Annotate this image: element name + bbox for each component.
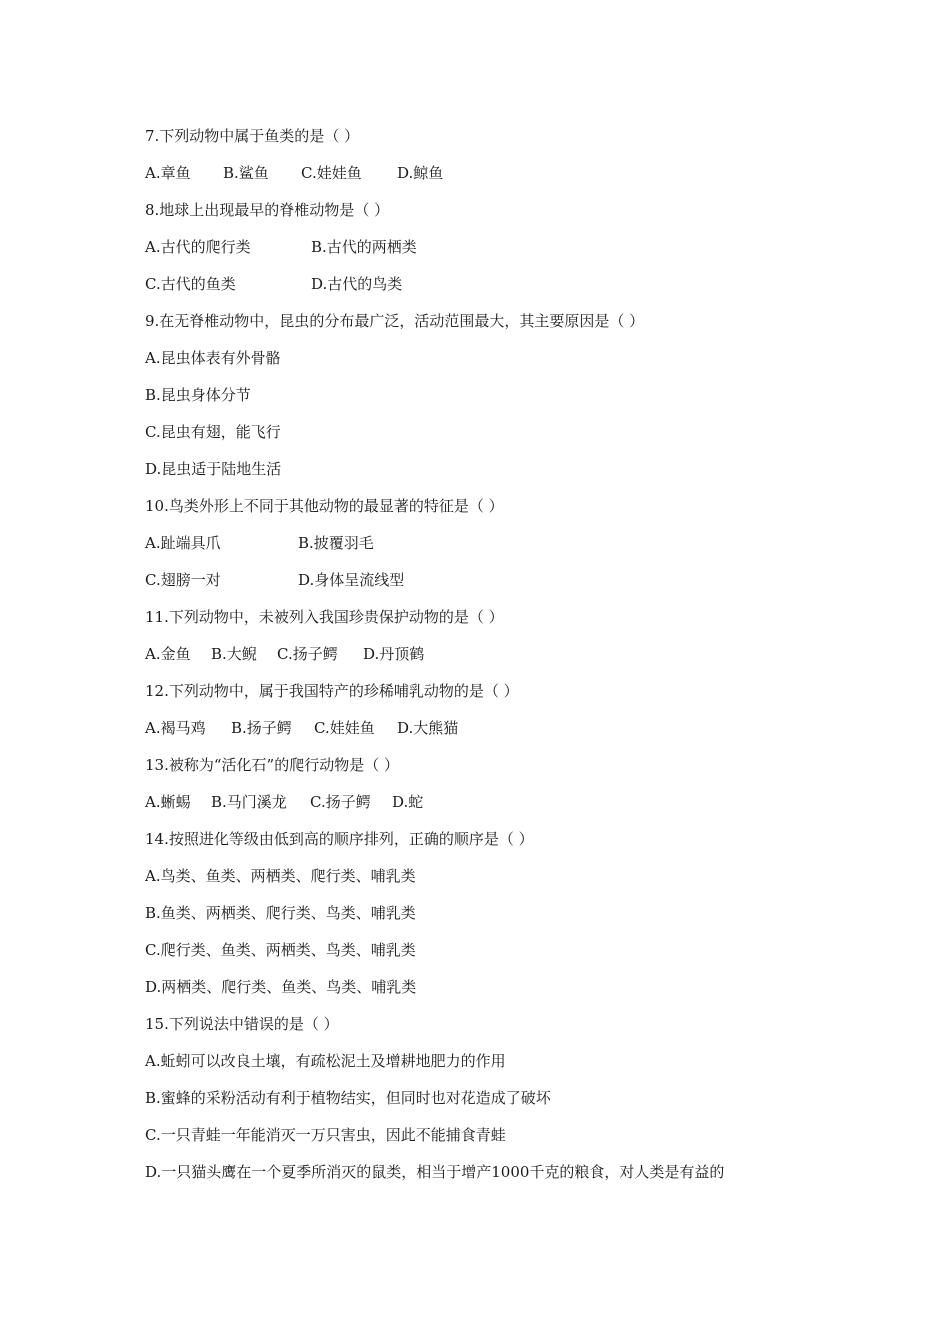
question-10-stem: 10.鸟类外形上不同于其他动物的最显著的特征是（ ）: [145, 497, 504, 515]
question-7-stem: 7.下列动物中属于鱼类的是（ ）: [145, 127, 360, 145]
question-15-option-b: B.蜜蜂的采粉活动有利于植物结实，但同时也对花造成了破坏: [145, 1089, 551, 1107]
question-13-stem: 13.被称为“活化石”的爬行动物是（ ）: [145, 756, 399, 774]
option-b: B.扬子鳄: [231, 719, 292, 737]
question-12-options: [145, 710, 845, 747]
option-b: B.马门溪龙: [211, 793, 287, 811]
question-14-option-d: D.两栖类、爬行类、鱼类、鸟类、哺乳类: [145, 978, 417, 996]
option-c: C.娃娃鱼: [301, 164, 362, 182]
option-c: C.扬子鳄: [277, 645, 338, 663]
question-10-options-row-1: [145, 525, 845, 562]
option-a: A.古代的爬行类: [145, 238, 251, 256]
question-list: [145, 118, 845, 1191]
question-11-stem: 11.下列动物中，未被列入我国珍贵保护动物的是（ ）: [145, 608, 504, 626]
option-a: A.趾端具爪: [145, 534, 221, 552]
question-11-options: [145, 636, 845, 673]
question-9-option-c: C.昆虫有翅，能飞行: [145, 423, 281, 441]
question-14-option-c: C.爬行类、鱼类、两栖类、鸟类、哺乳类: [145, 941, 416, 959]
option-b: B.鲨鱼: [223, 164, 269, 182]
option-d: D.古代的鸟类: [311, 275, 403, 293]
option-d: D.大熊猫: [397, 719, 459, 737]
option-a: A.褐马鸡: [145, 719, 206, 737]
option-a: A.金鱼: [145, 645, 191, 663]
question-15-option-a: A.蚯蚓可以改良土壤，有疏松泥土及增耕地肥力的作用: [145, 1052, 506, 1070]
option-c: C.娃娃鱼: [314, 719, 375, 737]
option-c: C.古代的鱼类: [145, 275, 236, 293]
question-15-stem: 15.下列说法中错误的是（ ）: [145, 1015, 339, 1033]
option-a: A.章鱼: [145, 164, 191, 182]
option-d: D.鲸鱼: [397, 164, 444, 182]
question-8-options-row-1: [145, 229, 845, 266]
question-9-option-a: A.昆虫体表有外骨骼: [145, 349, 281, 367]
question-12-stem: 12.下列动物中，属于我国特产的珍稀哺乳动物的是（ ）: [145, 682, 519, 700]
question-8-stem: 8.地球上出现最早的脊椎动物是（ ）: [145, 201, 390, 219]
question-9-option-d: D.昆虫适于陆地生活: [145, 460, 282, 478]
question-14-option-a: A.鸟类、鱼类、两栖类、爬行类、哺乳类: [145, 867, 416, 885]
question-7-options: [145, 155, 845, 192]
question-9-option-b: B.昆虫身体分节: [145, 386, 251, 404]
question-10-options-row-2: [145, 562, 845, 599]
question-8-options-row-2: [145, 266, 845, 303]
option-d: D.身体呈流线型: [298, 571, 405, 589]
question-15-option-d: D.一只猫头鹰在一个夏季所消灭的鼠类，相当于增产1000千克的粮食，对人类是有益的: [145, 1163, 725, 1181]
option-c: C.扬子鳄: [310, 793, 371, 811]
question-14-stem: 14.按照进化等级由低到高的顺序排列，正确的顺序是（ ）: [145, 830, 534, 848]
question-15-option-c: C.一只青蛙一年能消灭一万只害虫，因此不能捕食青蛙: [145, 1126, 506, 1144]
question-9-stem: 9.在无脊椎动物中，昆虫的分布最广泛，活动范围最大，其主要原因是（ ）: [145, 312, 645, 330]
option-a: A.蜥蜴: [145, 793, 191, 811]
option-d: D.丹顶鹤: [363, 645, 425, 663]
option-b: B.披覆羽毛: [298, 534, 374, 552]
option-b: B.大鲵: [211, 645, 257, 663]
option-b: B.古代的两栖类: [311, 238, 417, 256]
option-c: C.翅膀一对: [145, 571, 221, 589]
question-13-options: [145, 784, 845, 821]
question-14-option-b: B.鱼类、两栖类、爬行类、鸟类、哺乳类: [145, 904, 416, 922]
option-d: D.蛇: [392, 793, 424, 811]
